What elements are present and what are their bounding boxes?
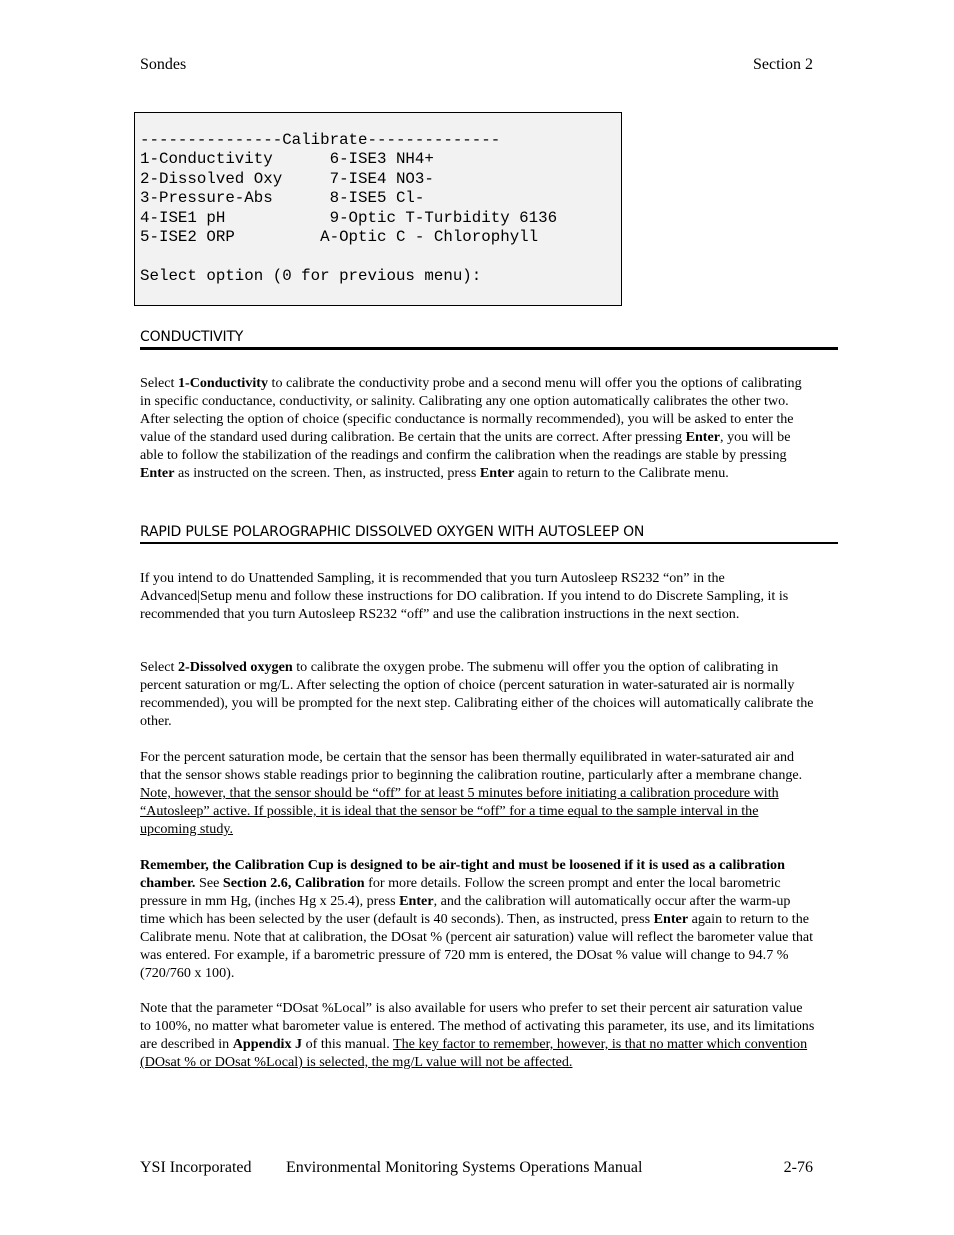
menu-line: Select option (0 for previous menu):: [140, 266, 482, 285]
menu-line: 1-Conductivity 6-ISE3 NH4+: [140, 150, 434, 169]
menu-line: 2-Dissolved Oxy 7-ISE4 NO3-: [140, 169, 434, 188]
percent-saturation-paragraph: For the percent saturation mode, be certain that the sensor has been thermally equilibrated in water-saturated air and that the sensor shows stable readings prior to beginning the calibration routine, particularly after a membrane change. Note, however, that the sensor should be “off” for at least 5 minutes before initiating a calibration procedure with “Autosleep” active. If possible, it is ideal that the sensor be “off” for a time equal to the sample interval in the upcoming study.: [140, 749, 803, 837]
autosleep-paragraph: If you intend to do Unattended Sampling, it is recommended that you turn Autosleep RS232 “on” in the Advanced|Setup menu and follow these instructions for DO calibration. If you intend to do Discrete Sampling, it is recommended that you turn Autosleep RS232 “off” and use the calibration instructions in the next section.: [140, 570, 789, 622]
menu-line: ---------------Calibrate--------------: [140, 131, 501, 149]
rapid-pulse-do-heading: RAPID PULSE POLAROGRAPHIC DISSOLVED OXYGEN WITH AUTOSLEEP ON: [140, 524, 838, 544]
footer-company: YSI Incorporated: [140, 1159, 252, 1176]
dosat-local-paragraph: Note that the parameter “DOsat %Local” is also available for users who prefer to set their percent air saturation value to 100%, no matter what barometer value is entered. The method of activating this parameter, its use, and its limitations are described in Appendix J of this manual. The key factor to remember, however, is that no matter which convention (DOsat % or DOsat %Local) is selected, the mg/L value will not be affected.: [140, 1000, 815, 1070]
footer-page-number: 2-76: [783, 1159, 813, 1176]
calibration-cup-paragraph: Remember, the Calibration Cup is designed to be air-tight and must be loosened if it is used as a calibration chamber. See Section 2.6, Calibration for more details. Follow the screen prompt and enter the local barometric pressure in mm Hg, (inches Hg x 25.4), press Enter, and the calibration will automatically occur after the warm-up time which has been selected by the user (default is 40 seconds). Then, as instructed, press Enter again to return to the Calibrate menu. Note that at calibration, the DOsat % (percent air saturation) value will reflect the barometer value that was entered. For example, if a barometric pressure of 720 mm is entered, the DOsat % value will change to 94.7 % (720/760 x 100).: [140, 857, 814, 981]
menu-line: 5-ISE2 ORP A-Optic C - Chlorophyll: [140, 227, 539, 246]
running-header-left: Sondes: [140, 56, 187, 73]
dissolved-oxygen-paragraph: Select 2-Dissolved oxygen to calibrate the oxygen probe. The submenu will offer you the option of calibrating in percent saturation or mg/L. After selecting the option of choice (percent saturation in water-saturated air is normally recommended), you will be prompted for the next step. Calibrating either of the choices will automatically calibrate the other.: [140, 659, 814, 729]
running-header-right: Section 2: [753, 56, 813, 73]
footer-manual-title: Environmental Monitoring Systems Operations Manual: [286, 1159, 643, 1176]
conductivity-paragraph: Select 1-Conductivity to calibrate the conductivity probe and a second menu will offer you the options of calibrating in specific conductance, conductivity, or salinity. Calibrating any one option automatically calibrates the other two. After selecting the option of choice (specific conductance is normally recommended), you will be asked to enter the value of the standard used during calibration. Be certain that the units are correct. After pressing Enter, you will be able to follow the stabilization of the readings and confirm the calibration when the readings are stable by pressing Enter as instructed on the screen. Then, as instructed, press Enter again to return to the Calibrate menu.: [140, 375, 802, 481]
conductivity-heading: CONDUCTIVITY: [140, 329, 838, 350]
menu-line: [140, 247, 621, 266]
calibrate-menu-box: [134, 112, 622, 306]
menu-line: 4-ISE1 pH 9-Optic T-Turbidity 6136: [140, 208, 558, 227]
menu-line: 3-Pressure-Abs 8-ISE5 Cl-: [140, 189, 425, 208]
